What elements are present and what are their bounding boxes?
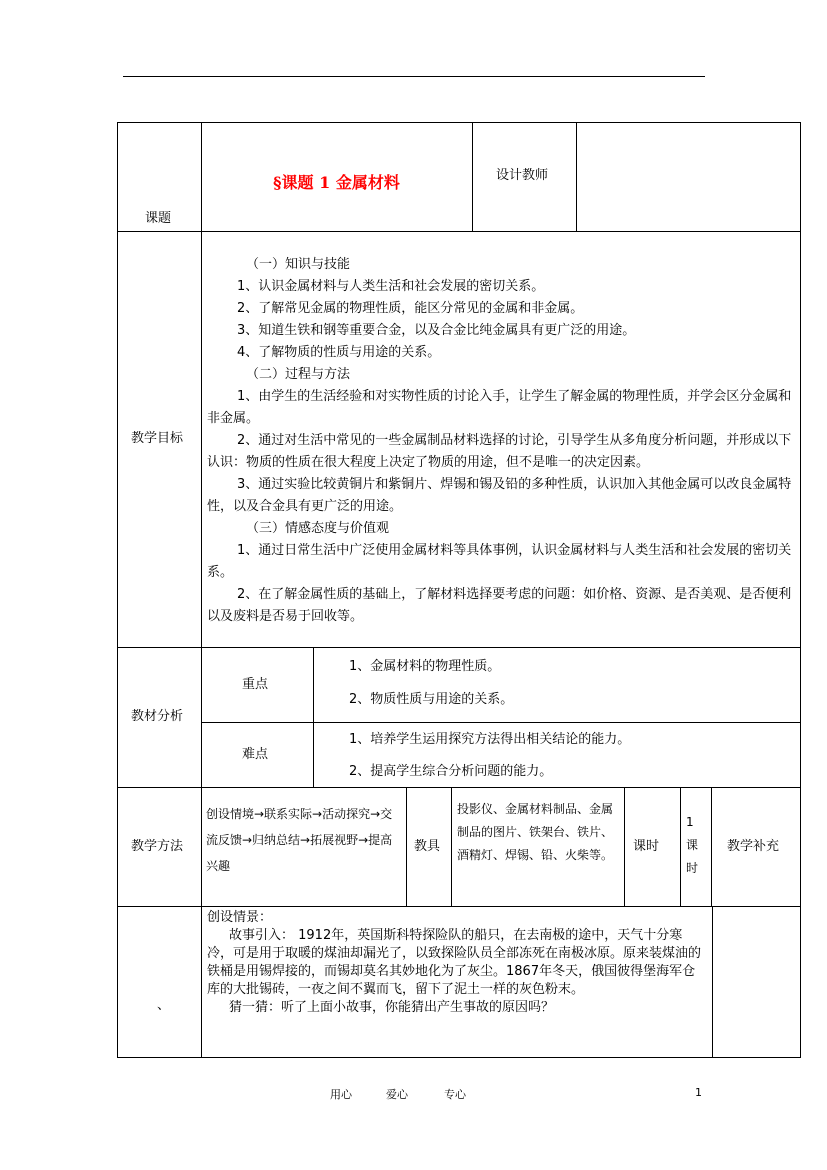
difficult-label: 难点 bbox=[242, 747, 269, 762]
page-number: 1 bbox=[695, 1086, 702, 1099]
objective-line: （三）情感态度与价值观 bbox=[246, 521, 390, 536]
difficult-point: 2、提高学生综合分析问题的能力。 bbox=[349, 764, 553, 779]
objective-line: 1、认识金属材料与人类生活和社会发展的密切关系。 bbox=[237, 279, 545, 294]
intro-title: 创设情景： bbox=[207, 910, 273, 925]
tools-text: 投影仪、金属材料制品、金属制品的图片、铁架台、铁片、酒精灯、焊锡、铅、火柴等。 bbox=[457, 802, 614, 862]
story-paragraph: 故事引入： 1912年，英国斯科特探险队的船只，在去南极的途中，天气十分寒冷，可是用于取暖的煤油却漏光了，以致探险队员全部冻死在南极冰原。原来装煤油的铁桶是用锡焊接的，而锡却莫名其妙地化为了灰尘。1867年冬天，俄国彼得堡海军仓库的大批锡砖，一夜之间不翼而飞，留下了泥土一样的灰色粉末。 bbox=[207, 928, 702, 997]
header-rule bbox=[123, 76, 705, 77]
course-label: 课题 bbox=[145, 211, 172, 226]
objective-line: （一）知识与技能 bbox=[246, 257, 351, 272]
objective-line: 2、通过对生活中常见的一些金属制品材料选择的讨论，引导学生从多角度分析问题，并形成以下认识：物质的性质在很大程度上决定了物质的用途，但不是唯一的决定因素。 bbox=[207, 433, 792, 470]
designer-label: 设计教师 bbox=[496, 168, 549, 183]
guess-question: 猜一猜：听了上面小故事，你能猜出产生事故的原因吗？ bbox=[229, 1000, 555, 1015]
story-text bbox=[207, 909, 708, 1017]
hours-value: 1课时 bbox=[686, 815, 699, 875]
objective-line: 3、通过实验比较黄铜片和紫铜片、焊锡和锡及铅的多种性质，认识加入其他金属可以改良金属特性，以及合金具有更广泛的用途。 bbox=[207, 477, 792, 514]
objective-line: 2、了解常见金属的物理性质，能区分常见的金属和非金属。 bbox=[237, 301, 584, 316]
objective-line: 1、由学生的生活经验和对实物性质的讨论入手，让学生了解金属的物理性质，并学会区分金属和非金属。 bbox=[207, 389, 792, 426]
difficult-point: 1、培养学生运用探究方法得出相关结论的能力。 bbox=[349, 732, 631, 747]
objective-line: 2、在了解金属性质的基础上，了解材料选择要考虑的问题：如价格、资源、是否美观、是否便利以及废料是否易于回收等。 bbox=[207, 587, 792, 624]
analysis-label: 教材分析 bbox=[131, 709, 184, 724]
key-point: 1、金属材料的物理性质。 bbox=[349, 659, 501, 674]
objective-line: 3、知道生铁和钢等重要合金，以及合金比纯金属具有更广泛的用途。 bbox=[237, 323, 636, 338]
objectives-label: 教学目标 bbox=[131, 431, 184, 446]
objective-line: （二）过程与方法 bbox=[246, 367, 351, 382]
key-point: 2、物质性质与用途的关系。 bbox=[349, 692, 514, 707]
objective-line: 4、了解物质的性质与用途的关系。 bbox=[237, 345, 441, 360]
supplement-label: 教学补充 bbox=[727, 839, 780, 854]
method-flow: 创设情境→联系实际→活动探究→交流反馈→归纳总结→拓展视野→提高兴趣 bbox=[206, 807, 393, 873]
objectives-text bbox=[207, 254, 797, 628]
footer-motto-2: 爱心 bbox=[386, 1088, 408, 1101]
method-label: 教学方法 bbox=[131, 839, 184, 854]
tools-label: 教具 bbox=[414, 839, 441, 854]
objective-line: 1、通过日常生活中广泛使用金属材料等具体事例，认识金属材料与人类生活和社会发展的密切关系。 bbox=[207, 543, 792, 580]
footer-motto-3: 专心 bbox=[444, 1088, 466, 1101]
key-label: 重点 bbox=[242, 677, 269, 692]
hours-label: 课时 bbox=[633, 839, 660, 854]
page-title: §课题 1 金属材料 bbox=[273, 173, 400, 192]
footer-motto-1: 用心 bbox=[330, 1088, 352, 1101]
process-label: 、 bbox=[157, 998, 171, 1013]
